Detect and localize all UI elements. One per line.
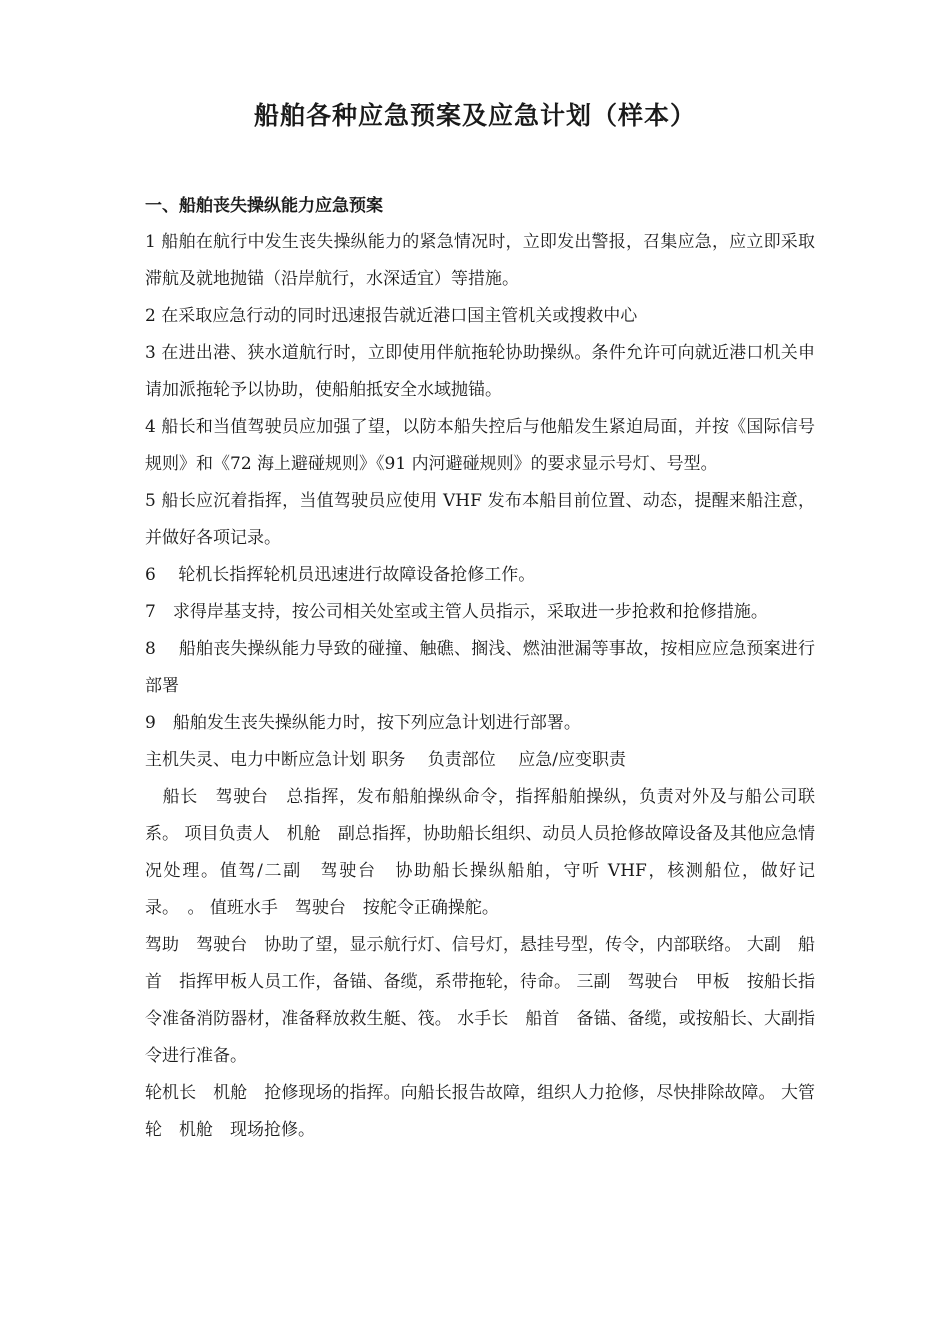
duty-paragraph-3: 轮机长 机舱 抢修现场的指挥。向船长报告故障，组织人力抢修，尽快排除故障。 大管轮 机舱 现场抢修。 <box>145 1083 815 1140</box>
paragraph-7: 7 求得岸基支持，按公司相关处室或主管人员指示，采取进一步抢救和抢修措施。 <box>145 602 768 622</box>
paragraph-6: 6 轮机长指挥轮机员迅速进行故障设备抢修工作。 <box>145 565 536 585</box>
duty-paragraph-1: 船长 驾驶台 总指挥，发布船舶操纵命令，指挥船舶操纵，负责对外及与船公司联系。 项目负责人 机舱 副总指挥，协助船长组织、动员人员抢修故障设备及其他应急情况处理。值驾/二副 驾驶台 协助船长操纵船舶，守听 VHF，核测船位，做好记录。 。 值班水手 驾驶台 按舵令正确操舵。 <box>145 787 815 918</box>
paragraph-4: 4 船长和当值驾驶员应加强了望，以防本船失控后与他船发生紧迫局面，并按《国际信号规则》和《72 海上避碰规则》《91 内河避碰规则》的要求显示号灯、号型。 <box>145 417 815 474</box>
paragraph-3: 3 在进出港、狭水道航行时，立即使用伴航拖轮协助操纵。条件允许可向就近港口机关申请加派拖轮予以协助，使船舶抵安全水域抛锚。 <box>145 343 815 400</box>
plan-header-line: 主机失灵、电力中断应急计划 职务 负责部位 应急/应变职责 <box>145 750 626 770</box>
document-title: 船舶各种应急预案及应急计划（样本） <box>253 101 696 130</box>
duty-paragraph-2: 驾助 驾驶台 协助了望，显示航行灯、信号灯，悬挂号型，传令，内部联络。 大副 船首 指挥甲板人员工作，备锚、备缆，系带拖轮，待命。 三副 驾驶台 甲板 按船长指令准备消防器材，准备释放救生艇、筏。 水手长 船首 备锚、备缆，或按船长、大副指令进行准备。 <box>145 935 815 1066</box>
paragraph-9: 9 船舶发生丧失操纵能力时，按下列应急计划进行部署。 <box>145 713 581 733</box>
paragraph-5: 5 船长应沉着指挥，当值驾驶员应使用 VHF 发布本船目前位置、动态，提醒来船注意，并做好各项记录。 <box>145 491 815 548</box>
section-heading: 一、船舶丧失操纵能力应急预案 <box>145 196 383 216</box>
paragraph-1: 1 船舶在航行中发生丧失操纵能力的紧急情况时，立即发出警报，召集应急，应立即采取滞航及就地抛锚（沿岸航行，水深适宜）等措施。 <box>145 232 815 289</box>
paragraph-8: 8 船舶丧失操纵能力导致的碰撞、触礁、搁浅、燃油泄漏等事故，按相应应急预案进行部署 <box>145 639 815 696</box>
document-body <box>145 188 815 1149</box>
paragraph-2: 2 在采取应急行动的同时迅速报告就近港口国主管机关或搜救中心 <box>145 306 638 326</box>
